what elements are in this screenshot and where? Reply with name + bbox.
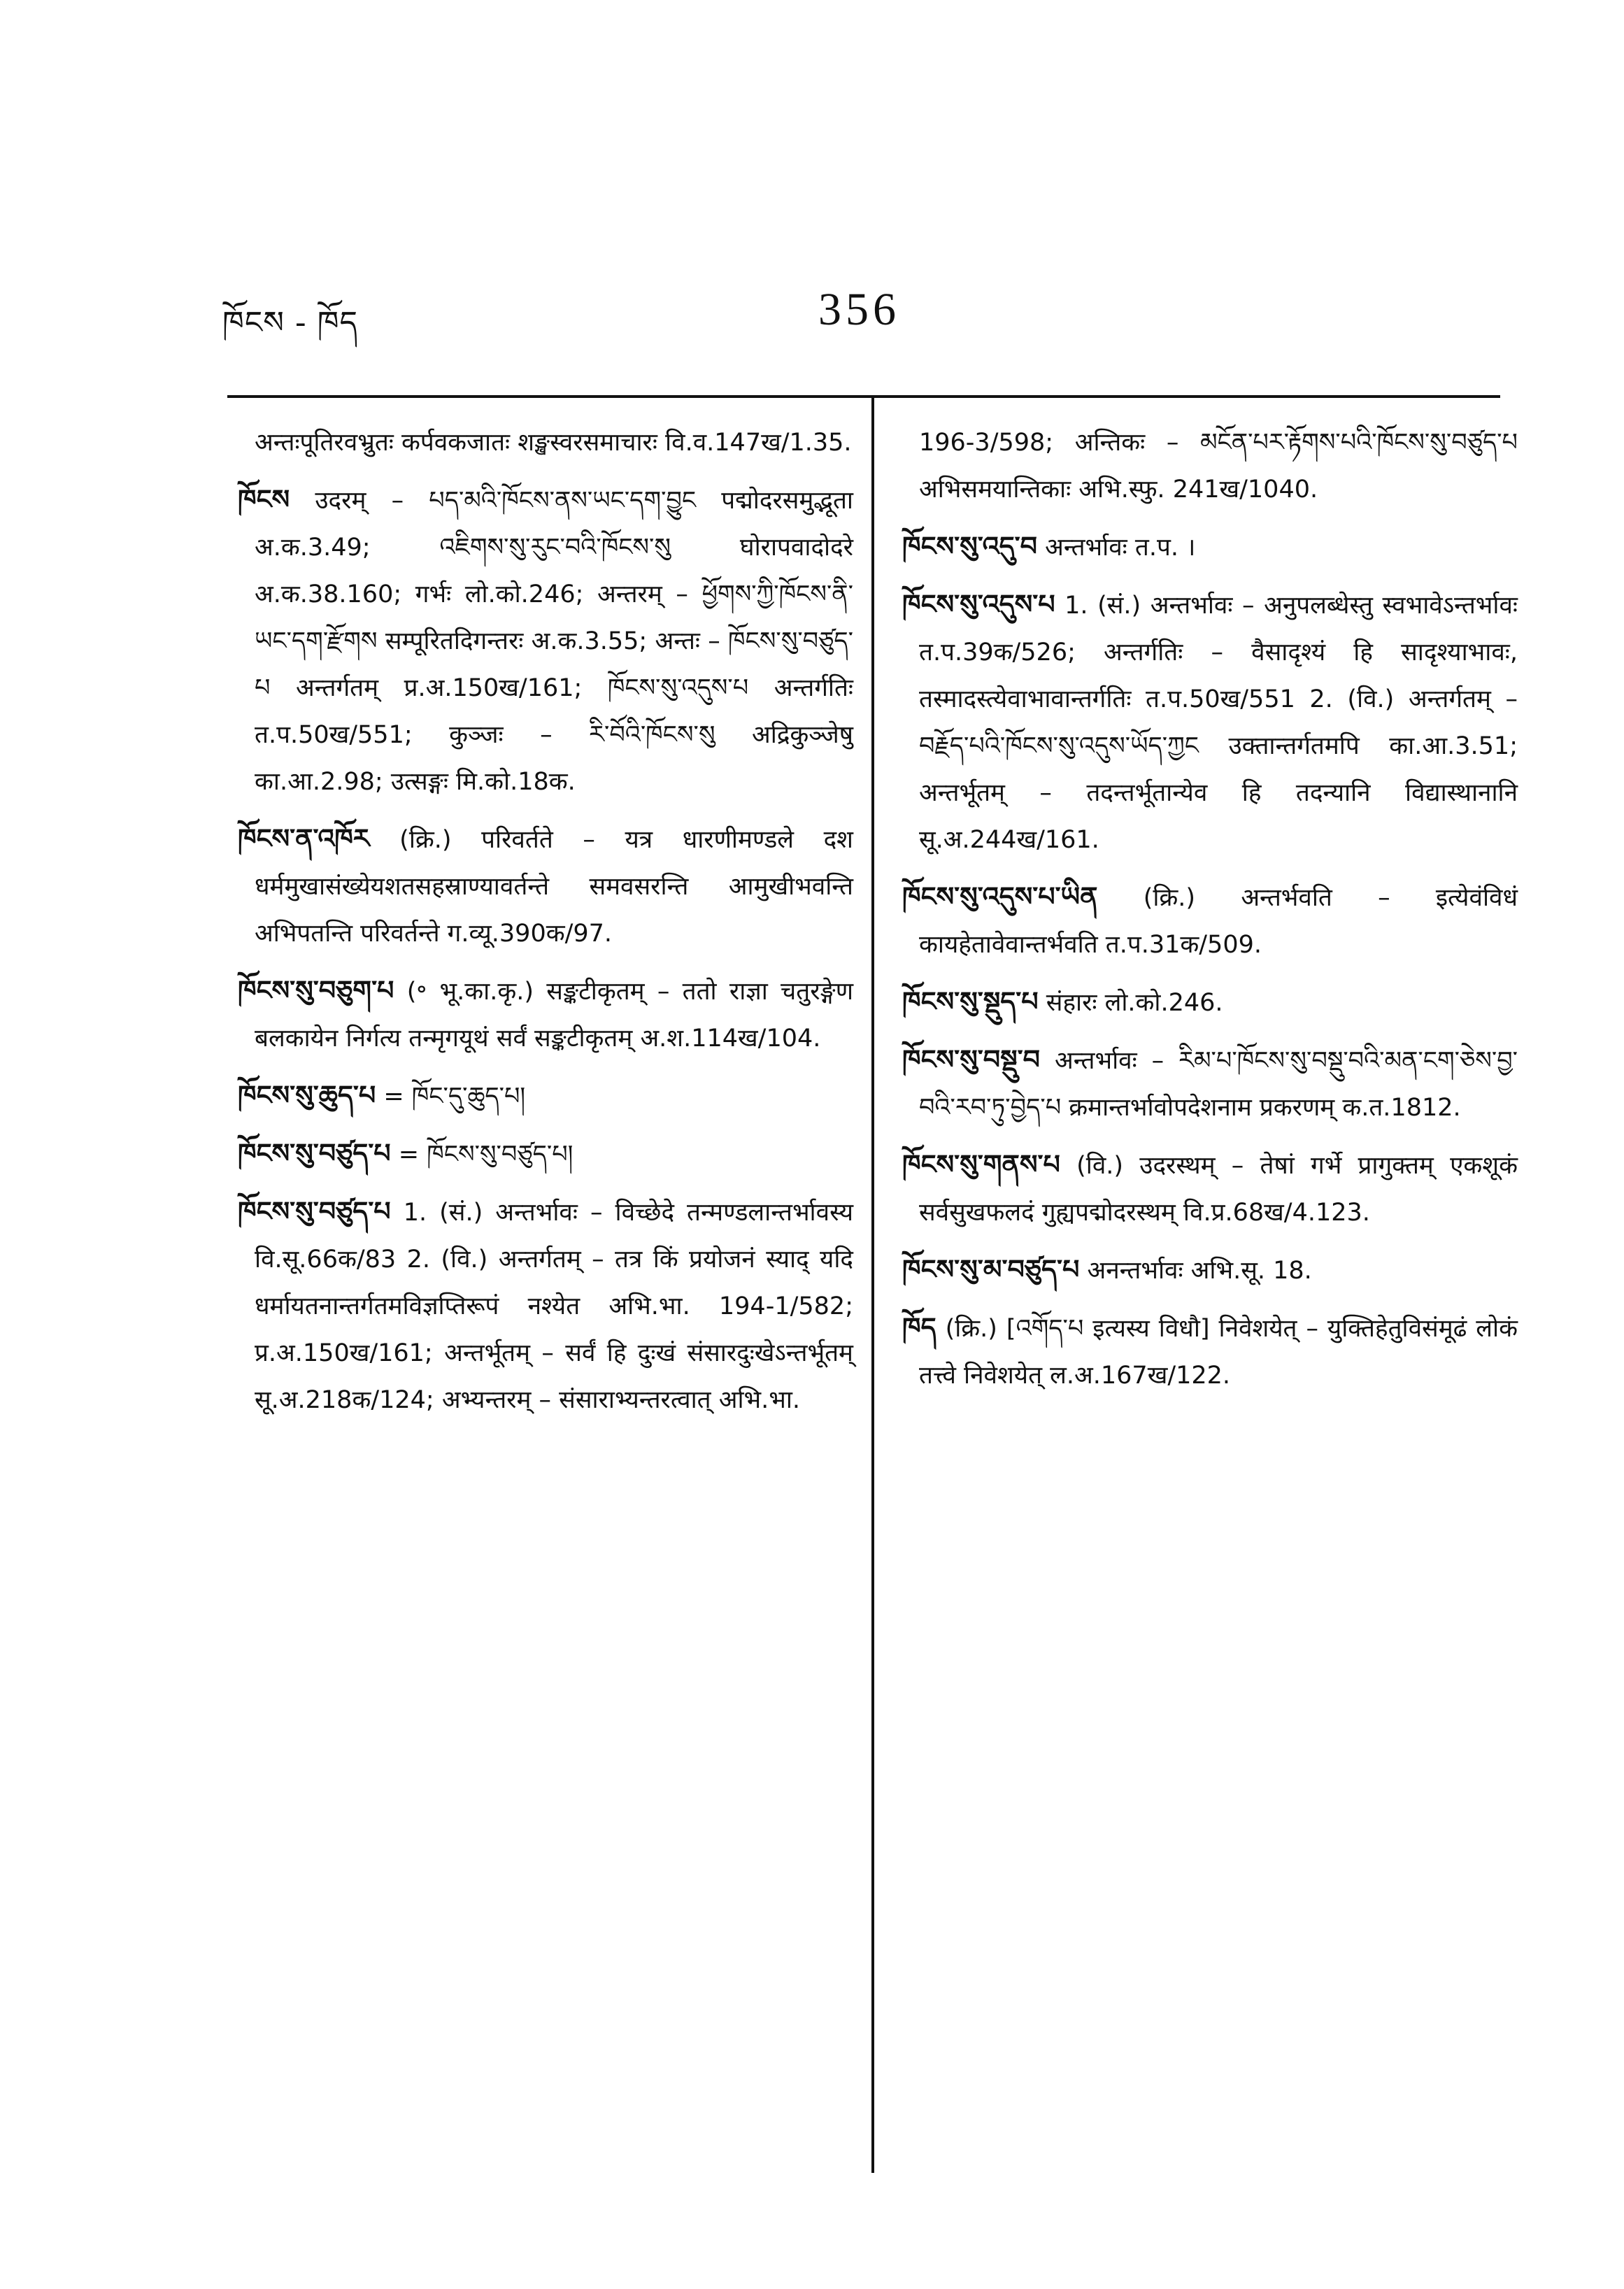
entry-headword: ཁོངས་སུ་བསྡུ་བ <box>902 1044 1040 1075</box>
dictionary-entry-continued <box>238 420 853 466</box>
dictionary-entry <box>902 1246 1518 1295</box>
entry-headword: ཁོངས་སུ་མ་བཙུད་པ <box>902 1254 1080 1285</box>
header-rule <box>227 395 1500 398</box>
entry-text: उदरम् – པད་མའི་ཁོངས་ནས་ཡང་དག་བྱུང पद्मोदरसमुद्भूता अ.क.3.49; འཇིགས་སུ་རུང་བའི་ཁོངས་སུ घोरापवादोदरे अ.क.38.160; गर्भः लो.को.246; अन्तरम् – ཕྱོགས་ཀྱི་ཁོངས་ནི་ཡང་དག་རྫོགས सम्पूरितदिगन्तरः अ.क.3.55; अन्तः – ཁོངས་སུ་བཙུད་པ अन्तर्गतम् प्र.अ.150ख/161; ཁོངས་སུ་འདུས་པ अन्तर्गतिः त.प.50ख/551; कुञ्जः – རི་བོའི་ཁོངས་སུ अद्रिकुञ्जेषु का.आ.2.98; उत्सङ्गः मि.को.18क. <box>255 487 853 796</box>
dictionary-entry <box>902 581 1518 864</box>
dictionary-entry <box>902 523 1518 571</box>
running-head: ཁོངས - ཁོད <box>222 305 359 341</box>
entry-text: अन्तर्भावः – རིམ་པ་ཁོངས་སུ་བསྡུ་བའི་མན་ངག་ཅེས་བྱ་བའི་རབ་ཏུ་བྱེད་པ क्रमान्तर्भावोपदेशनाम प्रकरणम् क.त.1812. <box>919 1047 1518 1122</box>
left-column <box>238 420 853 1434</box>
entry-text: (॰ भू.का.कृ.) सङ्कटीकृतम् – ततो राज्ञा चतुरङ्गेण बलकायेन निर्गत्य तन्मृगयूथं सर्वं सङ्कटीकृतम् अ.श.114ख/104. <box>255 978 853 1053</box>
entry-text: (क्रि.) परिवर्तते – यत्र धारणीमण्डले दश धर्ममुखासंख्येयशतसहस्राण्यावर्तन्ते समवसरन्ति आमुखीभवन्ति अभिपतन्ति परिवर्तन्ते ग.व्यू.390क/97. <box>255 826 853 948</box>
entry-text: अनन्तर्भावः अभि.सू. 18. <box>1087 1257 1312 1285</box>
dictionary-entry <box>902 1304 1518 1399</box>
entry-headword: ཁོད <box>902 1312 936 1343</box>
entry-headword: ཁོངས་སུ་འདུ་བ <box>902 531 1037 562</box>
page-number: 356 <box>818 284 900 335</box>
entry-headword: ཁོངས་སུ་བཙུད་པ <box>238 1196 391 1227</box>
dictionary-entry <box>902 978 1518 1027</box>
dictionary-entry <box>238 1188 853 1424</box>
dictionary-entry <box>238 815 853 957</box>
dictionary-entry <box>238 967 853 1062</box>
entry-text: 1. (सं.) अन्तर्भावः – अनुपलब्धेस्तु स्वभावेऽन्तर्भावः त.प.39क/526; अन्तर्गतिः – वैसादृश्यं हि सादृश्याभावः, तस्मादस्त्येवाभावान्तर्गतिः त.प.50ख/551 2. (वि.) अन्तर्गतम् – བརྗོད་པའི་ཁོངས་སུ་འདུས་ཡོད་ཀྱང उक्तान्तर्गतमपि का.आ.3.51; अन्तर्भूतम् – तदन्तर्भूतान्येव हि तदन्यानि विद्यास्थानानि सू.अ.244ख/161. <box>919 592 1518 854</box>
dictionary-entry <box>238 476 853 806</box>
entry-text: अन्तःपूतिरवभ्रुतः कर्पवकजातः शङ्खस्वरसमाचारः वि.व.147ख/1.35. <box>255 429 852 457</box>
entry-headword: ཁོངས་ན་འཁོར <box>238 823 370 854</box>
dictionary-entry <box>902 873 1518 969</box>
entry-headword: ཁོངས <box>238 484 290 515</box>
dictionary-entry-continued <box>902 420 1518 513</box>
dictionary-entry <box>902 1036 1518 1132</box>
entry-text: (क्रि.) [འགོད་པ इत्यस्य विधौ] निवेशयेत् – युक्तिहेतुविसंमूढं लोकं तत्त्वे निवेशयेत् ल.अ.167ख/122. <box>919 1315 1518 1390</box>
entry-text: 1. (सं.) अन्तर्भावः – विच्छेदे तन्मण्डलान्तर्भावस्य वि.सू.66क/83 2. (वि.) अन्तर्गतम् – तत्र किं प्रयोजनं स्याद् यदि धर्मायतनान्तर्गतमविज्ञप्तिरूपं नश्येत अभि.भा. 194-1/582; प्र.अ.150ख/161; अन्तर्भूतम् – सर्वं हि दुःखं संसारदुःखेऽन्तर्भूतम् सू.अ.218क/124; अभ्यन्तरम् – संसाराभ्यन्तरत्वात् अभि.भा. <box>255 1199 853 1414</box>
entry-text: = ཁོང་དུ་ཆུད་པ། <box>383 1083 526 1111</box>
entry-text: (क्रि.) अन्तर्भवति – इत्येवंविधं कायहेतावेवान्तर्भवति त.प.31क/509. <box>919 884 1518 959</box>
entry-headword: ཁོངས་སུ་འདུས་པ <box>902 589 1055 620</box>
entry-headword: ཁོངས་སུ་གནས་པ <box>902 1149 1060 1180</box>
dictionary-entry <box>238 1130 853 1178</box>
dictionary-entry <box>238 1072 853 1120</box>
entry-text: = ཁོངས་སུ་བཙུད་པ། <box>398 1141 574 1169</box>
column-divider <box>871 397 874 2173</box>
entry-headword: ཁོངས་སུ་བཅུག་པ <box>238 975 394 1006</box>
right-column <box>902 420 1518 1409</box>
entry-headword: ཁོངས་སུ་ཆུད་པ <box>238 1080 376 1111</box>
entry-text: (वि.) उदरस्थम् – तेषां गर्भे प्रागुक्तम् एकशूकं सर्वसुखफलदं गुह्यपद्मोदरस्थम् वि.प्र.68ख/4.123. <box>919 1152 1518 1227</box>
entry-text: संहारः लो.को.246. <box>1046 989 1223 1017</box>
entry-text: 196-3/598; अन्तिकः – མངོན་པར་རྟོགས་པའི་ཁོངས་སུ་བཙུད་པ अभिसमयान्तिकाः अभि.स्फु. 241ख/1040. <box>919 429 1518 504</box>
entry-headword: ཁོངས་སུ་བཙུད་པ <box>238 1138 391 1169</box>
entry-text: अन्तर्भावः त.प. । <box>1045 534 1196 562</box>
dictionary-entry <box>902 1141 1518 1236</box>
entry-headword: ཁོངས་སུ་འདུས་པ་ཡིན <box>902 881 1098 912</box>
entry-headword: ཁོངས་སུ་སྡུད་པ <box>902 986 1039 1017</box>
